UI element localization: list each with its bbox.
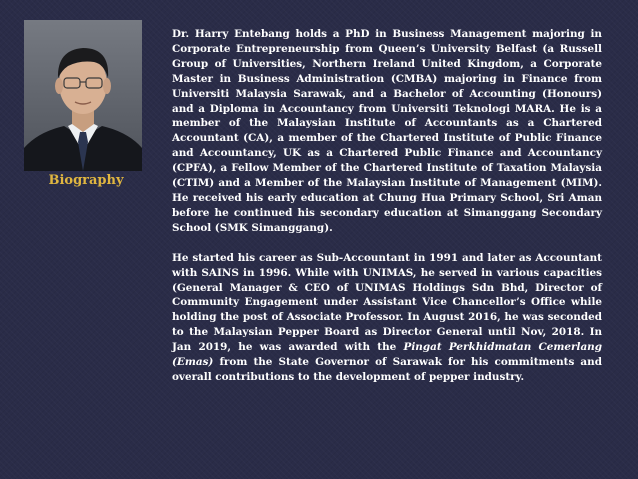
career-text-part-1: He started his career as Sub-Accountant in 1991 and later as Accountant with SAINS in 1996. While with UNIMAS, he served in various capacities (General Manager & CEO of UNIMAS Holdings Sdn Bhd, Director of Community Engagement under Assistant Vice Chancellor’s Office while holding the post of Associate Professor. In August 2016, he was seconded to the Malaysian Pepper Board as Director General until Nov, 2018. In Jan 2019, he was awarded with the	[172, 251, 602, 354]
portrait-photo	[24, 20, 142, 171]
paragraph-career	[172, 251, 602, 385]
biography-heading: Biography	[48, 173, 124, 188]
person-portrait-image	[24, 20, 142, 171]
paragraph-education: Dr. Harry Entebang holds a PhD in Business Management majoring in Corporate Entrepreneurship from Queen’s University Belfast (a Russell Group of Universities, Northern Ireland United Kingdom, a Corporate Master in Business Administration (CMBA) majoring in Finance from Universiti Malaysia Sarawak, and a Bachelor of Accounting (Honours) and a Diploma in Accountancy from Universiti Teknologi MARA. He is a member of the Malaysian Institute of Accountants as a Chartered Accountant (CA), a member of the Chartered Institute of Public Finance and Accountancy, UK as a Chartered Public Finance and Accountancy (CPFA), a Fellow Member of the Chartered Institute of Taxation Malaysia (CTIM) and a Member of the Malaysian Institute of Management (MIM). He received his early education at Chung Hua Primary School, Sri Aman before he continued his secondary education at Simanggang Secondary School (SMK Simanggang).	[172, 28, 602, 234]
career-text-part-2: from the State Governor of Sarawak for his commitments and overall contributions to the development of pepper industry.	[172, 356, 602, 383]
biography-text	[172, 27, 602, 385]
award-name: Pingat Perkhidmatan Cemerlang (Emas)	[172, 341, 602, 369]
